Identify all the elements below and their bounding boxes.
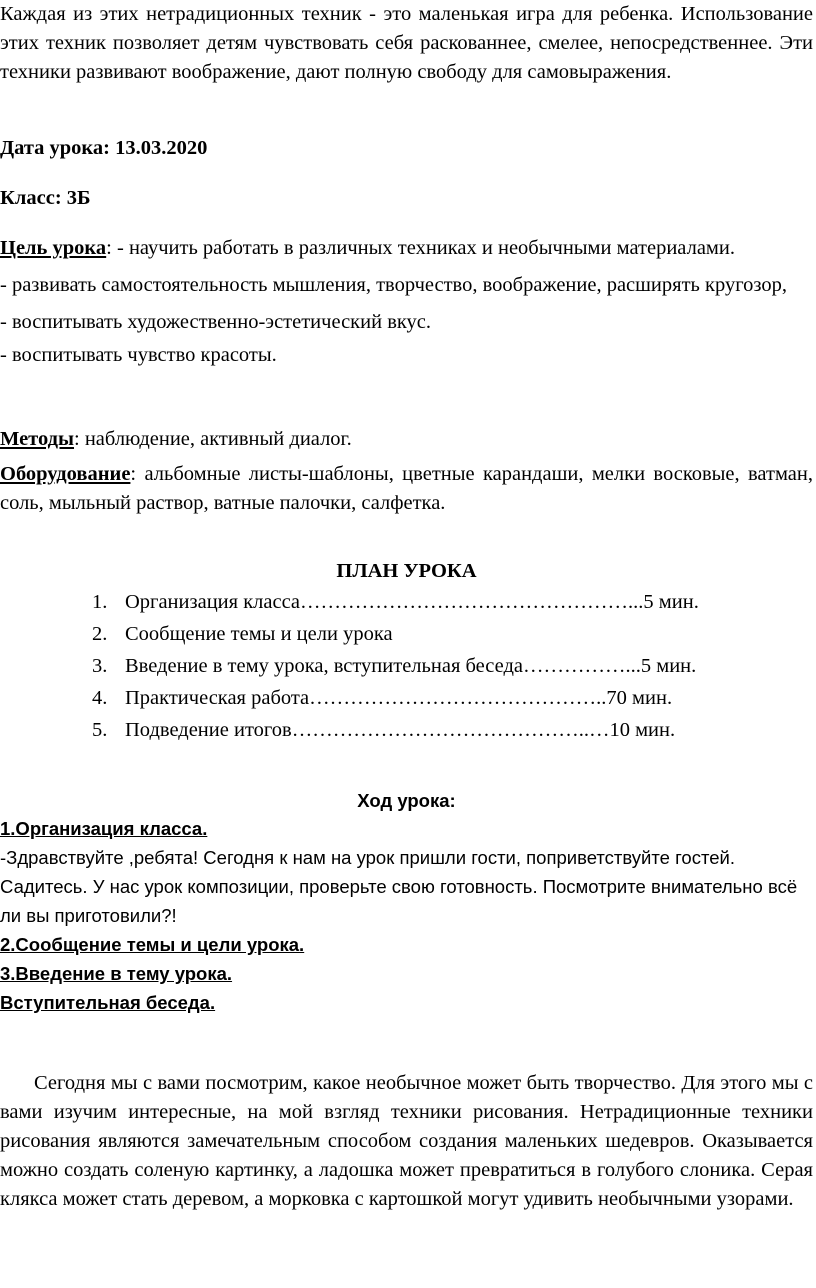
plan-item-number: 3. (92, 654, 108, 677)
section1-heading: 1.Организация класса. (0, 818, 208, 839)
goal-item: - развивать самостоятельность мышления, творчество, воображение, расширять кругозор, (0, 274, 787, 296)
plan-title: ПЛАН УРОКА (336, 560, 477, 582)
section3-subheading: Вступительная беседа. (0, 992, 216, 1013)
plan-list (92, 586, 814, 746)
goal-item: - воспитывать чувство красоты. (0, 344, 277, 366)
goal-block (0, 234, 813, 370)
plan-item-number: 5. (92, 718, 108, 741)
section3-heading: 3.Введение в тему урока. (0, 963, 233, 984)
section2-heading: 2.Сообщение темы и цели урока. (0, 934, 305, 955)
course-title: Ход урока: (357, 790, 456, 811)
plan-item-text: Организация класса…………………………………………...5 мин. (125, 590, 699, 613)
intro-paragraph: Каждая из этих нетрадиционных техник - это маленькая игра для ребенка. Использование этих техник позволяет детям чувствовать себя раскованнее, смелее, непосредственнее. Эти техники развивают воображение, дают полную свободу для самовыражения. (0, 3, 813, 83)
plan-item (92, 618, 814, 650)
plan-item (92, 650, 814, 682)
plan-item-text: Сообщение темы и цели урока (125, 622, 393, 645)
goal-label: Цель урока (0, 237, 107, 259)
plan-item (92, 714, 814, 746)
plan-item-number: 4. (92, 686, 108, 709)
equipment-label: Оборудование (0, 463, 131, 485)
plan-item (92, 682, 814, 714)
plan-item-text: Практическая работа……………………………………..70 мин. (125, 686, 673, 709)
section1-text: -Здравствуйте ,ребята! Сегодня к нам на урок пришли гости, поприветствуйте гостей. Садитесь. У нас урок композиции, проверьте свою готовность. Посмотрите внимательно всё ли вы приготовили?! (0, 847, 798, 926)
goal-item: - воспитывать художественно-эстетический вкус. (0, 311, 432, 333)
goal-text: : - научить работать в различных техниках и необычными материалами. (106, 237, 735, 259)
talk-paragraph (0, 1069, 813, 1214)
equipment-paragraph (0, 460, 813, 518)
plan-item-text: Подведение итогов……………………………………..…10 мин. (125, 718, 676, 741)
lesson-date: Дата урока: 13.03.2020 (0, 137, 208, 159)
class-label: Класс: 3Б (0, 187, 91, 209)
talk-text: Сегодня мы с вами посмотрим, какое необычное может быть творчество. Для этого мы с вами изучим интересные, на мой взгляд техники рисования. Нетрадиционные техники рисования являются замечательным способом создания маленьких шедевров. Оказывается можно создать соленую картинку, а ладошка может превратиться в голубого слоника. Серая клякса может стать деревом, а морковка с картошкой могут удивить необычными узорами. (0, 1072, 813, 1210)
plan-item (92, 586, 814, 618)
methods-text: : наблюдение, активный диалог. (74, 428, 352, 450)
methods-label: Методы (0, 428, 75, 450)
equipment-text: : альбомные листы-шаблоны, цветные карандаши, мелки восковые, ватман, соль, мыльный раствор, ватные палочки, салфетка. (0, 463, 813, 514)
goal-paragraph (0, 234, 813, 263)
methods-paragraph (0, 425, 813, 454)
plan-item-number: 2. (92, 622, 108, 645)
plan-item-number: 1. (92, 590, 108, 613)
plan-item-text: Введение в тему урока, вступительная беседа……………...5 мин. (125, 654, 697, 677)
